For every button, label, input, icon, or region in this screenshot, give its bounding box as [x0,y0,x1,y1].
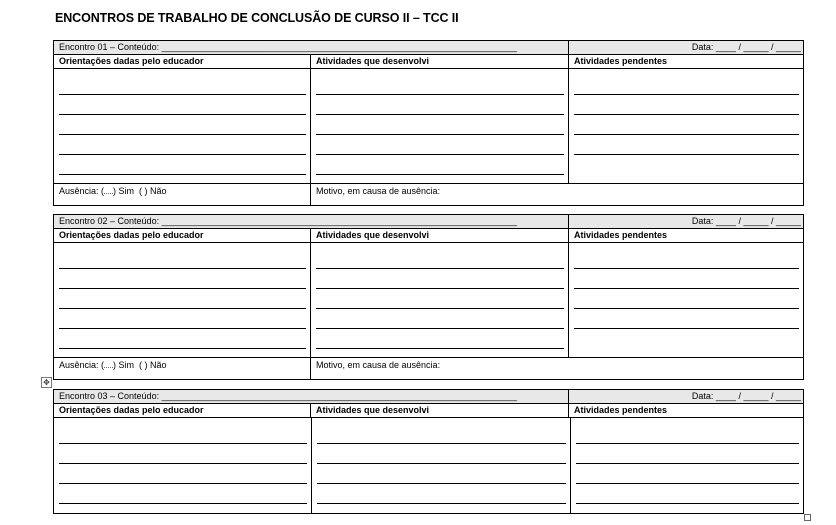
encontro-data-field[interactable]: Data: ____ / _____ / _____ [691,216,801,226]
ausencia-label: Ausência: [59,186,99,196]
encontro-02-table [53,214,804,380]
encontro-data-field[interactable]: Data: ____ / _____ / _____ [691,391,801,401]
encontro-conteudo-field[interactable]: Encontro 01 – Conteúdo: _______________________________________________________________________ [54,41,569,54]
column-header-atividades: Atividades que desenvolvi [311,55,569,68]
orientacoes-writing-area[interactable] [54,69,311,183]
sim-checkbox[interactable] [104,367,113,368]
writing-area-row [54,69,803,184]
footer-row [54,184,803,205]
footer-row [54,358,803,379]
column-header-atividades: Atividades que desenvolvi [311,229,569,242]
nao-option[interactable]: ( ) Não [139,186,167,196]
encontro-01-table [53,40,804,206]
column-header-orientacoes: Orientações dadas pelo educador [54,229,311,242]
encontro-03-table [53,389,804,514]
encontro-conteudo-field[interactable]: Encontro 03 – Conteúdo: _______________________________________________________________________ [54,390,569,403]
orientacoes-writing-area[interactable] [54,418,312,513]
orientacoes-writing-area[interactable] [54,243,311,357]
sim-checkbox[interactable] [104,193,113,194]
writing-area-row [54,418,803,513]
column-header-pendentes: Atividades pendentes [574,56,668,66]
column-header-pendentes: Atividades pendentes [574,230,668,240]
ausencia-label: Ausência: [59,360,99,370]
sim-label: Sim [118,186,135,196]
table-resize-handle[interactable] [804,514,811,521]
column-header-row [54,55,803,69]
table-move-handle-icon[interactable]: ✥ [41,377,52,388]
document-title: ENCONTROS DE TRABALHO DE CONCLUSÃO DE CURSO II – TCC II [55,11,459,25]
column-header-orientacoes: Orientações dadas pelo educador [54,404,311,417]
pendentes-writing-area[interactable] [569,69,803,183]
ausencia-field[interactable]: Ausência: ( ) Sim ( ) Não [54,358,311,379]
pendentes-writing-area[interactable] [569,243,803,357]
column-header-pendentes: Atividades pendentes [574,405,668,415]
ausencia-field[interactable]: Ausência: ( ) Sim ( ) Não [54,184,311,205]
writing-area-row [54,243,803,358]
sim-label: Sim [118,360,135,370]
nao-option[interactable]: ( ) Não [139,360,167,370]
atividades-writing-area[interactable] [312,418,571,513]
pendentes-writing-area[interactable] [571,418,803,513]
motivo-field[interactable]: Motivo, em causa de ausência: [316,186,441,196]
column-header-atividades: Atividades que desenvolvi [311,404,569,417]
column-header-row [54,229,803,243]
encontro-header-row [54,215,803,229]
column-header-row [54,404,803,418]
column-header-orientacoes: Orientações dadas pelo educador [54,55,311,68]
encontro-conteudo-field[interactable]: Encontro 02 – Conteúdo: _______________________________________________________________________ [54,215,569,228]
encontro-header-row [54,41,803,55]
encontro-header-row [54,390,803,404]
atividades-writing-area[interactable] [311,243,569,357]
motivo-field[interactable]: Motivo, em causa de ausência: [316,360,441,370]
encontro-data-field[interactable]: Data: ____ / _____ / _____ [691,42,801,52]
atividades-writing-area[interactable] [311,69,569,183]
